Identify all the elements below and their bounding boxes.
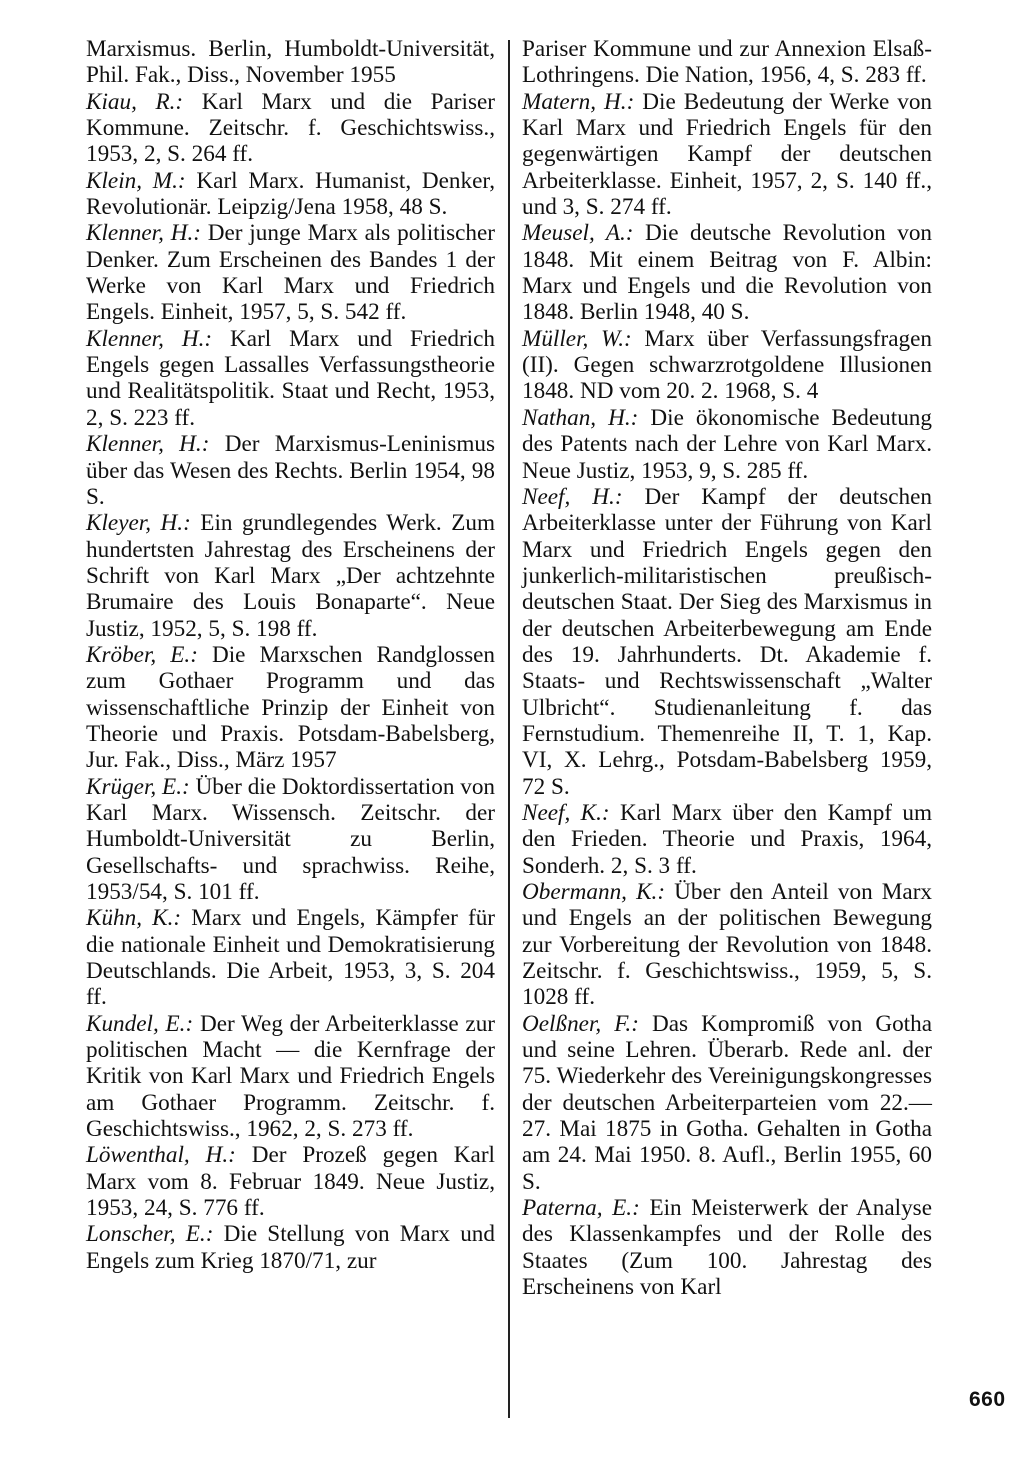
bibliography-entry [86,1221,495,1274]
entry-author: Oelßner, F.: [522,1010,639,1037]
entry-text: Der Weg der Arbeiterklasse zur politischen Macht — die Kernfrage der Kritik von Karl Marx und Friedrich Engels am Gothaer Programm. Zeitschr. f. Geschichtswiss., 1962, 2, S. 273 ff. [86,1010,496,1143]
bibliography-entry [86,326,495,431]
entry-author: Matern, H.: [522,88,635,115]
entry-text: Der Kampf der deutschen Arbeiterklasse unter der Führung von Karl Marx und Friedrich Engels gegen den junkerlich-militaristischen preußisch-deutschen Staat. Der Sieg des Marxismus in der deutschen Arbeiterbewegung am Ende des 19. Jahrhunderts. Dt. Akademie f. Staats- und Rechtswissenschaft „Walter Ulbricht“. Studienanleitung f. das Fernstudium. Themenreihe II, T. 1, Kap. VI, X. Lehrg., Potsdam-Babelsberg 1959, 72 S. [522,483,932,800]
entry-author: Kleyer, H.: [86,510,191,537]
entry-author: Kröber, E.: [86,641,198,668]
entry-text: Ein Meisterwerk der Analyse des Klassenkampfes und der Rolle des Staates (Zum 100. Jahrestag des Erscheinens von Karl [522,1195,932,1301]
page-number: 660 [969,1388,1006,1411]
entry-text: Das Kompromiß von Gotha und seine Lehren. Überarb. Rede anl. der 75. Wiederkehr des Vereinigungskongresses der deutschen Arbeiterparteien vom 22.—27. Mai 1875 in Gotha. Gehalten in Gotha am 24. Mai 1950. 8. Aufl., Berlin 1955, 60 S. [522,1010,932,1195]
left-column [86,36,495,1274]
bibliography-entry [86,642,495,774]
entry-text: Die ökonomische Bedeutung des Patents nach der Lehre von Karl Marx. Neue Justiz, 1953, 9, S. 285 ff. [522,404,932,484]
entry-text: Die Stellung von Marx und Engels zum Krieg 1870/71, zur [86,1221,495,1274]
entry-text: Über die Doktordissertation von Karl Marx. Wissensch. Zeitschr. der Humboldt-Universität zu Berlin, Gesellschafts- und sprachwiss. Reihe, 1953/54, S. 101 ff. [86,773,496,905]
bibliography-entry [522,484,932,800]
entry-author: Löwenthal, H.: [86,1142,236,1169]
entry-author: Paterna, E.: [522,1195,640,1222]
entry-text: Marxismus. Berlin, Humboldt-Universität, Phil. Fak., Diss., November 1955 [86,36,495,89]
entry-author: Klenner, H.: [86,220,201,247]
bibliography-entry [86,36,495,89]
entry-text: Die Bedeutung der Werke von Karl Marx und Friedrich Engels für den gegenwärtigen Kampf der deutschen Arbeiterklasse. Einheit, 1957, 2, S. 140 ff., und 3, S. 274 ff. [522,88,933,221]
entry-author: Müller, W.: [522,325,632,352]
entry-author: Kiau, R.: [86,88,184,115]
bibliography-entry [522,405,932,484]
entry-author: Klenner, H.: [86,325,213,352]
bibliography-entry [86,89,495,168]
right-column [522,36,932,1301]
entry-text: Der Prozeß gegen Karl Marx vom 8. Februar 1849. Neue Justiz, 1953, 24, S. 776 ff. [86,1142,495,1222]
entry-text: Über den Anteil von Marx und Engels an der politischen Bewegung zur Vorbereitung der Revolution von 1848. Zeitschr. f. Geschichtswiss., 1959, 5, S. 1028 ff. [522,879,933,1011]
bibliography-entry [86,431,495,510]
entry-text: Die deutsche Revolution von 1848. Mit einem Beitrag von F. Albin: Marx und Engels und die Revolution von 1848. Berlin 1948, 40 S. [522,220,933,326]
bibliography-entry [522,326,932,405]
entry-text: Marx über Verfassungsfragen (II). Gegen schwarzrotgoldene Illusionen 1848. ND vom 20. 2. 1968, S. 4 [522,325,932,405]
bibliography-entry [86,510,495,642]
entry-text: Marx und Engels, Kämpfer für die nationale Einheit und Demokratisierung Deutschlands. Die Arbeit, 1953, 3, S. 204 ff. [86,905,496,1011]
bibliography-entry [522,1195,932,1300]
bibliography-entry [522,36,932,89]
entry-author: Obermann, K.: [522,879,666,905]
entry-author: Neef, H.: [522,483,623,510]
bibliography-entry [522,879,932,1011]
entry-text: Karl Marx über den Kampf um den Frieden. Theorie und Praxis, 1964, Sonderh. 2, S. 3 ff. [522,799,933,879]
bibliography-entry [522,800,932,879]
entry-text: Die Marxschen Randglossen zum Gothaer Programm und das wissenschaftliche Prinzip der Einheit von Theorie und Praxis. Potsdam-Babelsberg, Jur. Fak., Diss., März 1957 [86,641,495,774]
column-divider [508,40,510,1418]
entry-text: Pariser Kommune und zur Annexion Elsaß-Lothringens. Die Nation, 1956, 4, S. 283 ff. [522,36,932,89]
entry-text: Karl Marx und die Pariser Kommune. Zeitschr. f. Geschichtswiss., 1953, 2, S. 264 ff. [86,88,495,168]
bibliography-entry [86,1011,495,1143]
bibliography-entry [86,905,495,1010]
entry-text: Karl Marx. Humanist, Denker, Revolutionär. Leipzig/Jena 1958, 48 S. [86,167,495,221]
entry-author: Kundel, E.: [86,1010,194,1037]
entry-author: Kühn, K.: [86,905,182,932]
entry-author: Klenner, H.: [86,431,210,458]
entry-author: Lonscher, E.: [86,1221,214,1248]
entry-author: Neef, K.: [522,799,610,826]
entry-text: Karl Marx und Friedrich Engels gegen Lassalles Verfassungstheorie und Realitätspolitik. Staat und Recht, 1953, 2, S. 223 ff. [86,325,496,431]
bibliography-entry [86,168,495,221]
bibliography-entry [86,220,495,325]
bibliography-entry [522,1011,932,1195]
bibliography-entry [86,1142,495,1221]
entry-text: Der Marxismus-Leninismus über das Wesen des Rechts. Berlin 1954, 98 S. [86,431,496,510]
bibliography-entry [522,89,932,221]
bibliography-entry [522,220,932,325]
entry-author: Klein, M.: [86,167,186,194]
entry-author: Nathan, H.: [522,404,639,431]
entry-author: Krüger, E.: [86,773,190,800]
entry-text: Ein grundlegendes Werk. Zum hundertsten Jahrestag des Erscheinens der Schrift von Karl Marx „Der achtzehnte Brumaire des Louis Bonaparte“. Neue Justiz, 1952, 5, S. 198 ff. [86,510,496,642]
entry-text: Der junge Marx als politischer Denker. Zum Erscheinen des Bandes 1 der Werke von Karl Marx und Friedrich Engels. Einheit, 1957, 5, S. 542 ff. [86,220,495,326]
entry-author: Meusel, A.: [522,220,634,247]
bibliography-entry [86,774,495,906]
